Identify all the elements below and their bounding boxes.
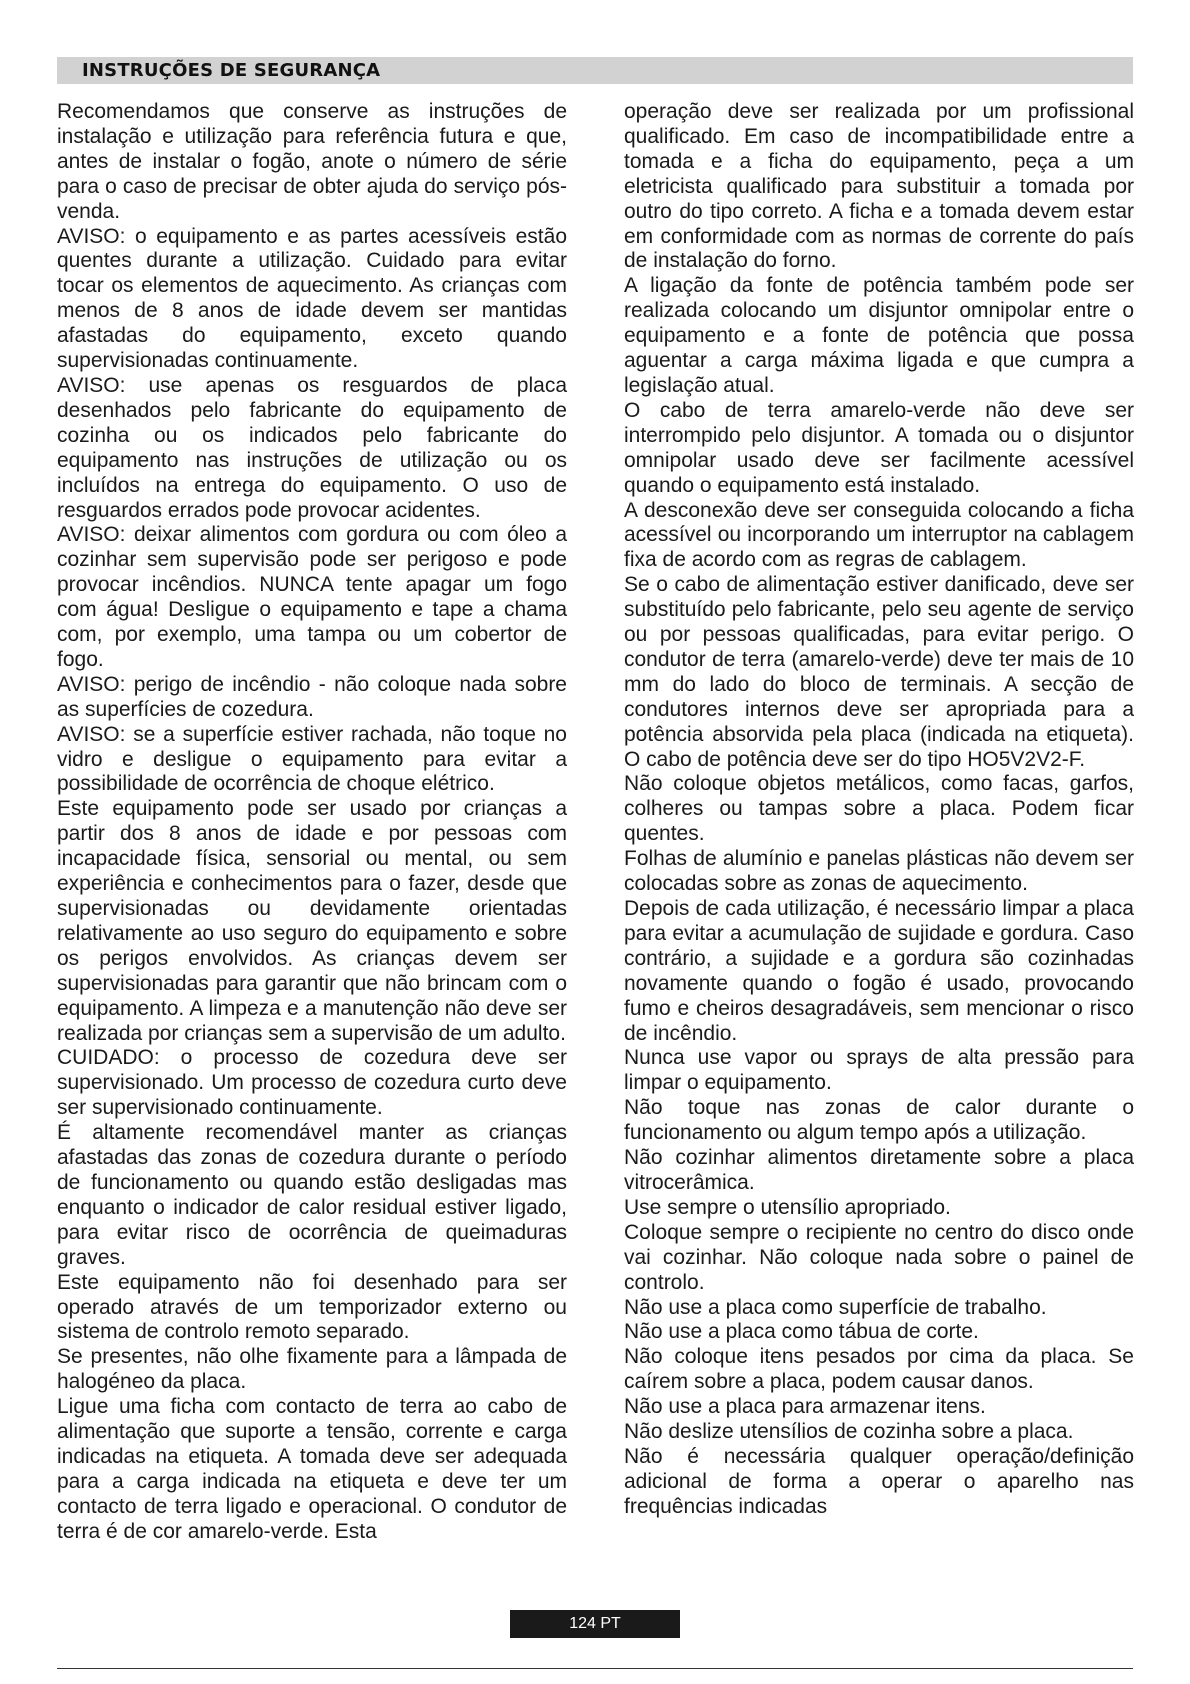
paragraph: O cabo de terra amarelo-verde não deve ser interrompido pelo disjuntor. A tomada ou o disjuntor omnipolar usado deve ser facilmente acessível quando o equipamento está instalado. (624, 398, 1134, 497)
paragraph: Se presentes, não olhe fixamente para a lâmpada de halogéneo da placa. (57, 1345, 567, 1394)
paragraph: Use sempre o utensílio apropriado. (624, 1195, 951, 1219)
paragraph: Este equipamento pode ser usado por crianças a partir dos 8 anos de idade e por pessoas com incapacidade física, sensorial ou mental, ou sem experiência e conhecimentos para o fazer, desde que supervisionadas ou devidamente orientadas relativamente ao uso seguro do equipamento e sobre os perigos envolvidos. As crianças devem ser supervisionadas para garantir que não brincam com o equipamento. A limpeza e a manutenção não deve ser realizada por crianças sem a supervisão de um adulto. (57, 797, 567, 1045)
paragraph: Não coloque itens pesados por cima da placa. Se caírem sobre a placa, podem causar danos. (624, 1345, 1134, 1394)
paragraph: Não cozinhar alimentos diretamente sobre a placa vitrocerâmica. (624, 1146, 1134, 1194)
paragraph: Recomendamos que conserve as instruções de instalação e utilização para referência futura e que, antes de instalar o fogão, anote o número de série para o caso de precisar de obter ajuda do serviço pós-venda. (57, 100, 567, 223)
paragraph: Nunca use vapor ou sprays de alta pressão para limpar o equipamento. (624, 1046, 1134, 1095)
right-text-column (624, 100, 1134, 1520)
paragraph: AVISO: use apenas os resguardos de placa desenhados pelo fabricante do equipamento de cozinha ou os indicados pelo fabricante do equipamento nas instruções de utilização ou os incluídos na entrega do equipamento. O uso de resguardos errados pode provocar acidentes. (57, 373, 567, 522)
paragraph: Folhas de alumínio e panelas plásticas não devem ser colocadas sobre as zonas de aquecimento. (624, 847, 1134, 896)
paragraph: Não use a placa como tábua de corte. (624, 1320, 979, 1344)
page-number: 124 PT (510, 1610, 680, 1638)
paragraph: É altamente recomendável manter as crianças afastadas das zonas de cozedura durante o período de funcionamento ou quando estão desligadas mas enquanto o indicador de calor residual estiver ligado, para evitar risco de ocorrência de queimaduras graves. (57, 1121, 567, 1269)
section-title: INSTRUÇÕES DE SEGURANÇA (82, 60, 381, 81)
paragraph: Se o cabo de alimentação estiver danificado, deve ser substituído pelo fabricante, pelo seu agente de serviço ou por pessoas qualificadas, para evitar perigo. O condutor de terra (amarelo-verde) deve ter mais de 10 mm do lado do bloco de terminais. A secção de condutores internos deve ser apropriada para a potência absorvida pela placa (indicada na etiqueta). O cabo de potência deve ser do tipo HO5V2V2-F. (624, 573, 1134, 771)
paragraph: AVISO: o equipamento e as partes acessíveis estão quentes durante a utilização. Cuidado para evitar tocar os elementos de aquecimento. As crianças com menos de 8 anos de idade devem ser mantidas afastadas do equipamento, exceto quando supervisionadas continuamente. (57, 224, 567, 373)
footer-divider (57, 1668, 1133, 1669)
paragraph: AVISO: deixar alimentos com gordura ou com óleo a cozinhar sem supervisão pode ser perigoso e pode provocar incêndios. NUNCA tente apagar um fogo com água! Desligue o equipamento e tape a chama com, por exemplo, uma tampa ou um cobertor de fogo. (57, 523, 567, 671)
paragraph: Depois de cada utilização, é necessário limpar a placa para evitar a acumulação de sujidade e gordura. Caso contrário, a sujidade e a gordura são cozinhadas novamente quando o fogão é usado, provocando fumo e cheiros desagradáveis, sem mencionar o risco de incêndio. (624, 897, 1134, 1045)
section-header-bar (57, 57, 1133, 84)
paragraph: Não toque nas zonas de calor durante o funcionamento ou algum tempo após a utilização. (624, 1096, 1134, 1145)
paragraph: Não coloque objetos metálicos, como facas, garfos, colheres ou tampas sobre a placa. Podem ficar quentes. (624, 772, 1134, 846)
paragraph: Ligue uma ficha com contacto de terra ao cabo de alimentação que suporte a tensão, corrente e carga indicadas na etiqueta. A tomada deve ser adequada para a carga indicada na etiqueta e deve ter um contacto de terra ligado e operacional. O condutor de terra é de cor amarelo-verde. Esta (57, 1395, 567, 1543)
paragraph: AVISO: se a superfície estiver rachada, não toque no vidro e desligue o equipamento para evitar a possibilidade de ocorrência de choque elétrico. (57, 722, 567, 796)
paragraph: CUIDADO: o processo de cozedura deve ser supervisionado. Um processo de cozedura curto deve ser supervisionado continuamente. (57, 1046, 567, 1120)
paragraph: Este equipamento não foi desenhado para ser operado através de um temporizador externo ou sistema de controlo remoto separado. (57, 1270, 567, 1344)
paragraph: Coloque sempre o recipiente no centro do disco onde vai cozinhar. Não coloque nada sobre o painel de controlo. (624, 1220, 1134, 1294)
paragraph: Não deslize utensílios de cozinha sobre a placa. (624, 1420, 1074, 1444)
paragraph: AVISO: perigo de incêndio - não coloque nada sobre as superfícies de cozedura. (57, 672, 567, 721)
paragraph: operação deve ser realizada por um profissional qualificado. Em caso de incompatibilidade entre a tomada e a ficha do equipamento, peça a um eletricista qualificado para substituir a tomada por outro do tipo correto. A ficha e a tomada devem estar em conformidade com as normas de corrente do país de instalação do forno. (624, 100, 1134, 273)
left-text-column (57, 100, 567, 1545)
paragraph: Não é necessária qualquer operação/definição adicional de forma a operar o aparelho nas frequências indicadas (624, 1444, 1134, 1518)
paragraph: Não use a placa para armazenar itens. (624, 1395, 986, 1419)
paragraph: Não use a placa como superfície de trabalho. (624, 1295, 1047, 1319)
paragraph: A ligação da fonte de potência também pode ser realizada colocando um disjuntor omnipolar entre o equipamento e a fonte de potência que possa aguentar a carga máxima ligada e que cumpra a legislação atual. (624, 274, 1134, 397)
paragraph: A desconexão deve ser conseguida colocando a ficha acessível ou incorporando um interruptor na cablagem fixa de acordo com as regras de cablagem. (624, 498, 1134, 572)
